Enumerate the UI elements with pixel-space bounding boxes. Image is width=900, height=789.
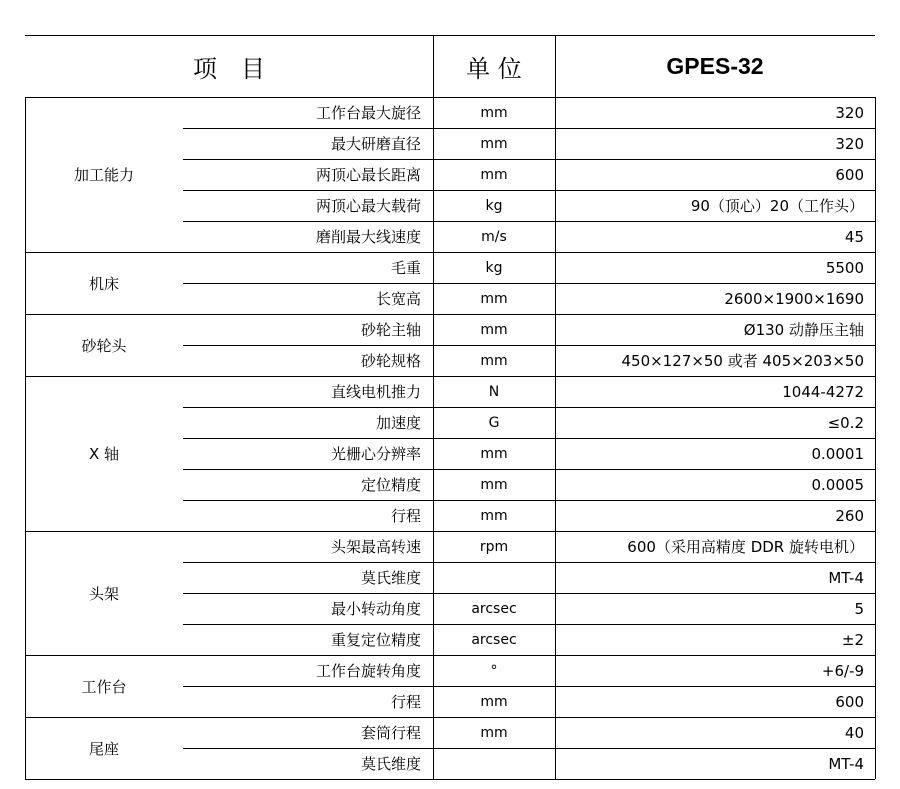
row-divider (183, 407, 875, 408)
spec-item: 砂轮规格 (360, 352, 421, 370)
spec-unit: mm (480, 104, 508, 121)
spec-value: 320 (835, 134, 864, 153)
spec-unit: mm (480, 321, 508, 338)
spec-item: 工作台旋转角度 (315, 662, 421, 680)
spec-value: 320 (835, 103, 864, 122)
row-divider (183, 562, 875, 563)
spec-item: 两顶心最长距离 (315, 166, 421, 184)
spec-value: ±2 (841, 630, 864, 649)
spec-unit: mm (480, 693, 508, 710)
spec-item: 砂轮主轴 (360, 321, 421, 339)
spec-value: 40 (844, 723, 864, 742)
spec-item: 行程 (390, 693, 421, 711)
row-divider (25, 779, 875, 780)
spec-value: 90（顶心）20（工作头） (690, 197, 864, 215)
spec-item: 头架最高转速 (330, 538, 421, 556)
spec-item: 重复定位精度 (330, 631, 421, 649)
spec-item: 长宽高 (375, 290, 421, 308)
row-divider (183, 128, 875, 129)
spec-value: 5 (854, 599, 864, 618)
spec-value: ≤0.2 (827, 413, 864, 432)
spec-value: 600 (835, 692, 864, 711)
spec-unit: mm (480, 166, 508, 183)
spec-table (25, 35, 875, 777)
group-label: 头架 (88, 584, 119, 603)
spec-item: 最大研磨直径 (330, 135, 421, 153)
spec-unit: mm (480, 290, 508, 307)
spec-value: Ø130 动静压主轴 (743, 321, 864, 339)
spec-item: 毛重 (390, 259, 421, 277)
spec-value: 2600×1900×1690 (724, 289, 864, 308)
spec-unit: ° (490, 662, 498, 679)
header-model: GPES-32 (666, 52, 764, 79)
spec-unit: mm (480, 724, 508, 741)
spec-unit: mm (480, 476, 508, 493)
row-divider (183, 686, 875, 687)
row-divider (183, 469, 875, 470)
spec-unit: kg (485, 259, 503, 276)
spec-value: 45 (844, 227, 864, 246)
spec-item: 磨削最大线速度 (315, 228, 421, 246)
group-label: 机床 (88, 274, 119, 293)
group-label: 尾座 (88, 739, 119, 758)
spec-unit: G (488, 414, 500, 431)
spec-unit (433, 748, 555, 779)
spec-unit: N (488, 383, 500, 400)
spec-value: MT-4 (828, 568, 864, 587)
group-label: 砂轮头 (81, 336, 127, 355)
spec-value: 1044-4272 (782, 382, 864, 401)
spec-value: 0.0005 (811, 475, 864, 494)
row-divider (183, 159, 875, 160)
spec-unit: kg (485, 197, 503, 214)
spec-unit: mm (480, 352, 508, 369)
spec-value: 450×127×50 或者 405×203×50 (621, 352, 864, 370)
spec-item: 莫氏维度 (360, 569, 421, 587)
spec-unit: mm (480, 135, 508, 152)
spec-item: 工作台最大旋径 (315, 104, 421, 122)
group-label: 工作台 (81, 677, 127, 696)
spec-value: 260 (835, 506, 864, 525)
row-divider (183, 624, 875, 625)
row-divider (183, 283, 875, 284)
spec-unit: arcsec (471, 631, 517, 648)
row-divider (183, 221, 875, 222)
header-unit: 单 位 (466, 54, 522, 83)
spec-item: 最小转动角度 (330, 600, 421, 618)
row-divider (183, 593, 875, 594)
spec-unit (433, 562, 555, 593)
row-divider (183, 748, 875, 749)
spec-item: 行程 (390, 507, 421, 525)
spec-item: 两顶心最大载荷 (315, 197, 421, 215)
header-item: 项 目 (193, 54, 265, 83)
row-divider (183, 500, 875, 501)
spec-item: 直线电机推力 (330, 383, 421, 401)
spec-item: 莫氏维度 (360, 755, 421, 773)
spec-unit: arcsec (471, 600, 517, 617)
row-divider (183, 190, 875, 191)
spec-value: 600（采用高精度 DDR 旋转电机） (627, 538, 864, 556)
spec-item: 定位精度 (360, 476, 421, 494)
row-divider (183, 345, 875, 346)
spec-item: 光栅心分辨率 (330, 445, 421, 463)
spec-unit: mm (480, 445, 508, 462)
spec-value: 0.0001 (811, 444, 864, 463)
spec-value: 600 (835, 165, 864, 184)
spec-value: +6/-9 (821, 661, 864, 680)
group-label: 加工能力 (73, 166, 134, 184)
row-divider (25, 35, 875, 36)
spec-unit: rpm (479, 538, 509, 555)
spec-value: 5500 (825, 258, 864, 277)
spec-item: 套筒行程 (360, 724, 421, 742)
spec-item: 加速度 (375, 414, 421, 432)
spec-value: MT-4 (828, 754, 864, 773)
column-divider (875, 97, 876, 779)
spec-unit: mm (480, 507, 508, 524)
group-label: X 轴 (88, 445, 120, 463)
row-divider (183, 438, 875, 439)
spec-unit: m/s (481, 228, 507, 245)
